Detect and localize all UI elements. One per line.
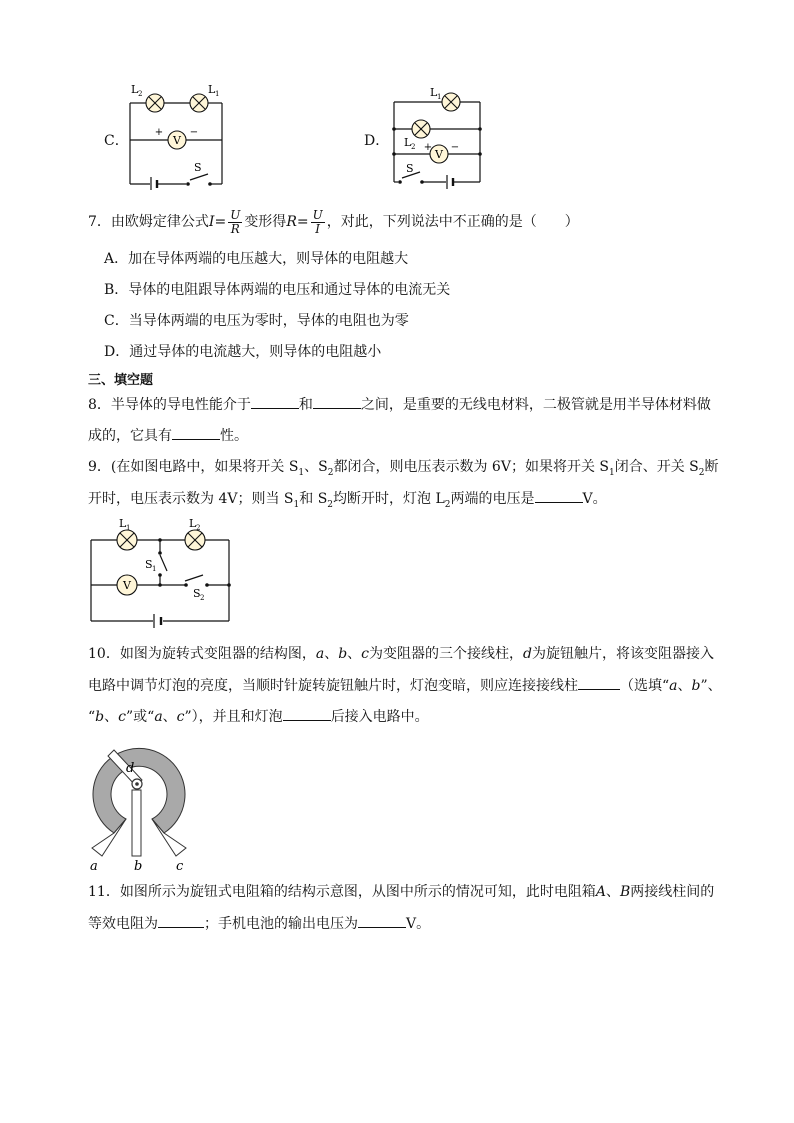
q8-blank-3[interactable] bbox=[172, 425, 220, 440]
q10-line-3: “b、c”或“a、c”），并且和灯泡 后接入电路中。 bbox=[88, 706, 429, 727]
q6-option-c-label: C． bbox=[104, 133, 129, 149]
battery-icon bbox=[447, 175, 453, 189]
lamp-l2-icon bbox=[146, 94, 164, 112]
svg-text:L: L bbox=[404, 136, 412, 149]
fraction-u-over-r: $\frac{U}{R}$ bbox=[230, 207, 241, 236]
q11-blank-1[interactable] bbox=[158, 913, 204, 928]
svg-text:1: 1 bbox=[126, 524, 131, 532]
lamp-l1-icon bbox=[442, 93, 460, 111]
svg-text:1: 1 bbox=[152, 565, 157, 573]
svg-text:a: a bbox=[90, 859, 98, 873]
svg-text:1: 1 bbox=[215, 90, 220, 98]
svg-text:L: L bbox=[430, 86, 438, 99]
svg-text:S: S bbox=[145, 558, 153, 571]
svg-text:S: S bbox=[194, 161, 202, 174]
q8-blank-2[interactable] bbox=[313, 394, 361, 409]
svg-text:2: 2 bbox=[196, 524, 201, 532]
q6-circuit-c bbox=[118, 80, 233, 190]
svg-text:+: + bbox=[423, 142, 433, 153]
svg-text:V: V bbox=[173, 134, 181, 147]
q6-circuit-d bbox=[384, 82, 494, 190]
q8-blank-1[interactable] bbox=[251, 394, 299, 409]
svg-text:−: − bbox=[450, 142, 460, 153]
q7-option-d[interactable]: D．通过导体的电流越大，则导体的电阻越小 bbox=[104, 344, 382, 360]
svg-text:d: d bbox=[126, 761, 135, 776]
svg-text:+: + bbox=[154, 127, 164, 138]
svg-text:V: V bbox=[435, 148, 443, 161]
voltmeter-icon bbox=[430, 145, 448, 163]
q11-line-1: 11．如图所示为旋钮式电阻箱的结构示意图，从图中所示的情况可知，此时电阻箱A、B两接线柱间的 bbox=[88, 884, 715, 900]
q9-line-2: 开时，电压表示数为 4V；则当 $S_1$和 $S_2$均断开时，灯泡 $L_2$两端的电压是 V。 bbox=[88, 488, 607, 515]
q10-line-1: 10．如图为旋转式变阻器的结构图，a、b、c为变阻器的三个接线柱，d为旋钮触片，将该变阻器接入 bbox=[88, 646, 714, 662]
q10-blank-2[interactable] bbox=[283, 706, 331, 721]
q10-blank-1[interactable] bbox=[578, 675, 620, 690]
svg-text:L: L bbox=[208, 83, 216, 96]
svg-text:L: L bbox=[189, 517, 197, 530]
section-heading-fill-in: 三、填空题 bbox=[88, 373, 154, 388]
q9-line-1: 9．(在如图电路中，如果将开关 $S_1$、$S_2$都闭合，则电压表示数为 6V；如果将开关 $S_1$闭合、开关 $S_2$断 bbox=[88, 459, 719, 478]
q7-stem: 7．由欧姆定律公式I= $\frac{U}{R}$ 变形得R= $\frac{U}{I}$ ，对此，下列说法中不正确的是（ ） bbox=[88, 207, 579, 236]
lamp-l2-icon bbox=[185, 530, 205, 550]
q7-option-b[interactable]: B．导体的电阻跟导体两端的电压和通过导体的电流无关 bbox=[104, 282, 451, 298]
battery-icon bbox=[154, 614, 161, 628]
q8-line-2: 成的，它具有 性。 bbox=[88, 425, 248, 446]
lamp-l2-icon bbox=[412, 120, 430, 138]
svg-text:S: S bbox=[193, 587, 201, 600]
svg-text:2: 2 bbox=[138, 90, 143, 98]
voltmeter-icon bbox=[117, 575, 137, 595]
svg-text:−: − bbox=[189, 127, 199, 138]
q11-line-2: 等效电阻为 ；手机电池的输出电压为 V。 bbox=[88, 913, 430, 934]
q8-line-1: 8．半导体的导电性能介于 和 之间，是重要的无线电材料，二极管就是用半导体材料做 bbox=[88, 394, 711, 415]
svg-text:V: V bbox=[123, 579, 131, 592]
battery-icon bbox=[151, 177, 157, 190]
lamp-l1-icon bbox=[117, 530, 137, 550]
fraction-u-over-i: $\frac{U}{I}$ bbox=[312, 207, 323, 236]
svg-text:2: 2 bbox=[200, 594, 205, 602]
svg-text:S: S bbox=[406, 162, 414, 175]
svg-text:c: c bbox=[176, 859, 184, 873]
rotary-rheostat-figure bbox=[84, 738, 194, 873]
q10-line-2: 电路中调节灯泡的亮度，当顺时针旋转旋钮触片时，灯泡变暗，则应连接接线柱 （选填“a、b”、 bbox=[88, 675, 722, 696]
q11-blank-2[interactable] bbox=[358, 913, 406, 928]
svg-text:L: L bbox=[131, 83, 139, 96]
q7-option-c[interactable]: C．当导体两端的电压为零时，导体的电阻也为零 bbox=[104, 313, 409, 329]
q7-option-a[interactable]: A．加在导体两端的电压越大，则导体的电阻越大 bbox=[104, 251, 409, 267]
svg-text:2: 2 bbox=[411, 143, 416, 151]
svg-text:L: L bbox=[119, 517, 127, 530]
q6-option-d-label: D． bbox=[364, 133, 390, 149]
lamp-l1-icon bbox=[190, 94, 208, 112]
voltmeter-icon bbox=[168, 131, 186, 149]
q9-blank[interactable] bbox=[535, 488, 583, 503]
q9-circuit bbox=[85, 515, 240, 630]
svg-text:b: b bbox=[134, 859, 143, 873]
svg-text:1: 1 bbox=[437, 93, 442, 101]
